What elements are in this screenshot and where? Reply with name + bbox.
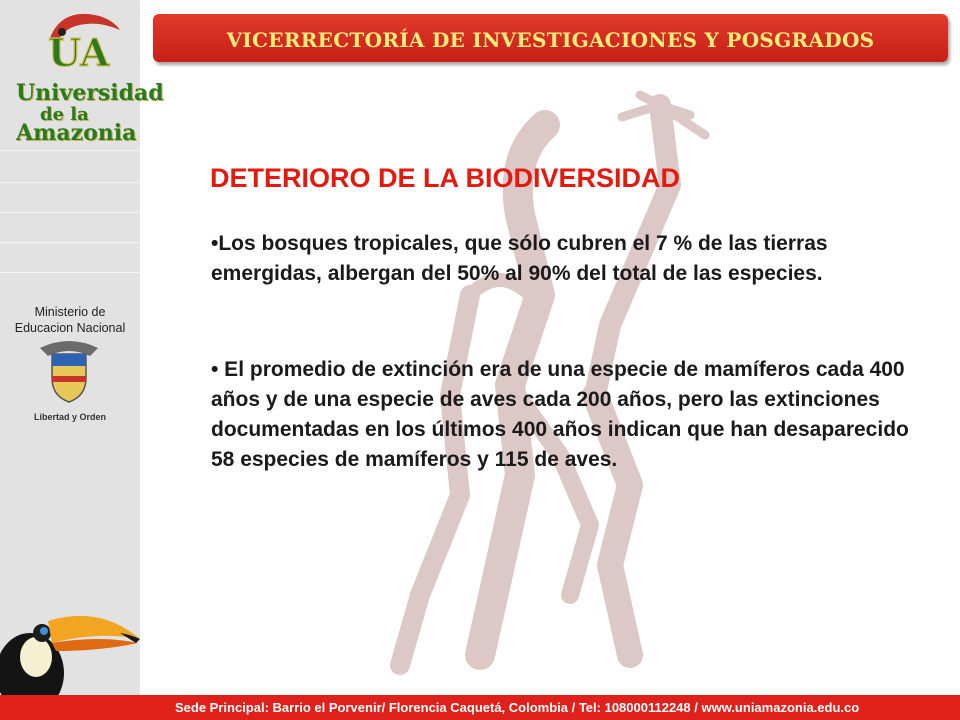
logo-line-universidad: Universidad [16,80,164,106]
header-title: VICERRECTORÍA DE INVESTIGACIONES Y POSGRADOS [226,28,875,52]
motto-text: Libertad y Orden [33,412,106,422]
logo-line-amazonia: Amazonia [16,120,137,146]
footer-bar [0,695,960,720]
toucan-icon [0,595,140,695]
sidebar [0,0,164,695]
ministry-line-1: Ministerio de [34,305,106,319]
footer-contact-text: Sede Principal: Barrio el Porvenir/ Florencia Caquetá, Colombia / Tel: 108000112248 / www.uniamazonia.edu.co [175,700,860,715]
slide-title: DETERIORO DE LA BIODIVERSIDAD [210,163,681,193]
university-logo-icon [40,8,130,75]
coat-of-arms-icon [36,338,102,408]
logo-line-de-la: de la [40,104,89,125]
header-banner [153,14,948,62]
ministry-line-2: Educacion Nacional [14,321,126,335]
logo-mark-text: UA [48,30,110,75]
paragraph-forests: •Los bosques tropicales, que sólo cubren el 7 % de las tierras emergidas, albergan del 50% al 90% del total de las especies. [211,232,828,285]
paragraph-extinction: • El promedio de extinción era de una especie de mamíferos cada 400 años y de una especie de aves cada 200 años, pero las extinciones documentadas en los últimos 400 años indican que han desaparecido 58 especies de mamíferos y 115 de aves. [211,358,909,471]
